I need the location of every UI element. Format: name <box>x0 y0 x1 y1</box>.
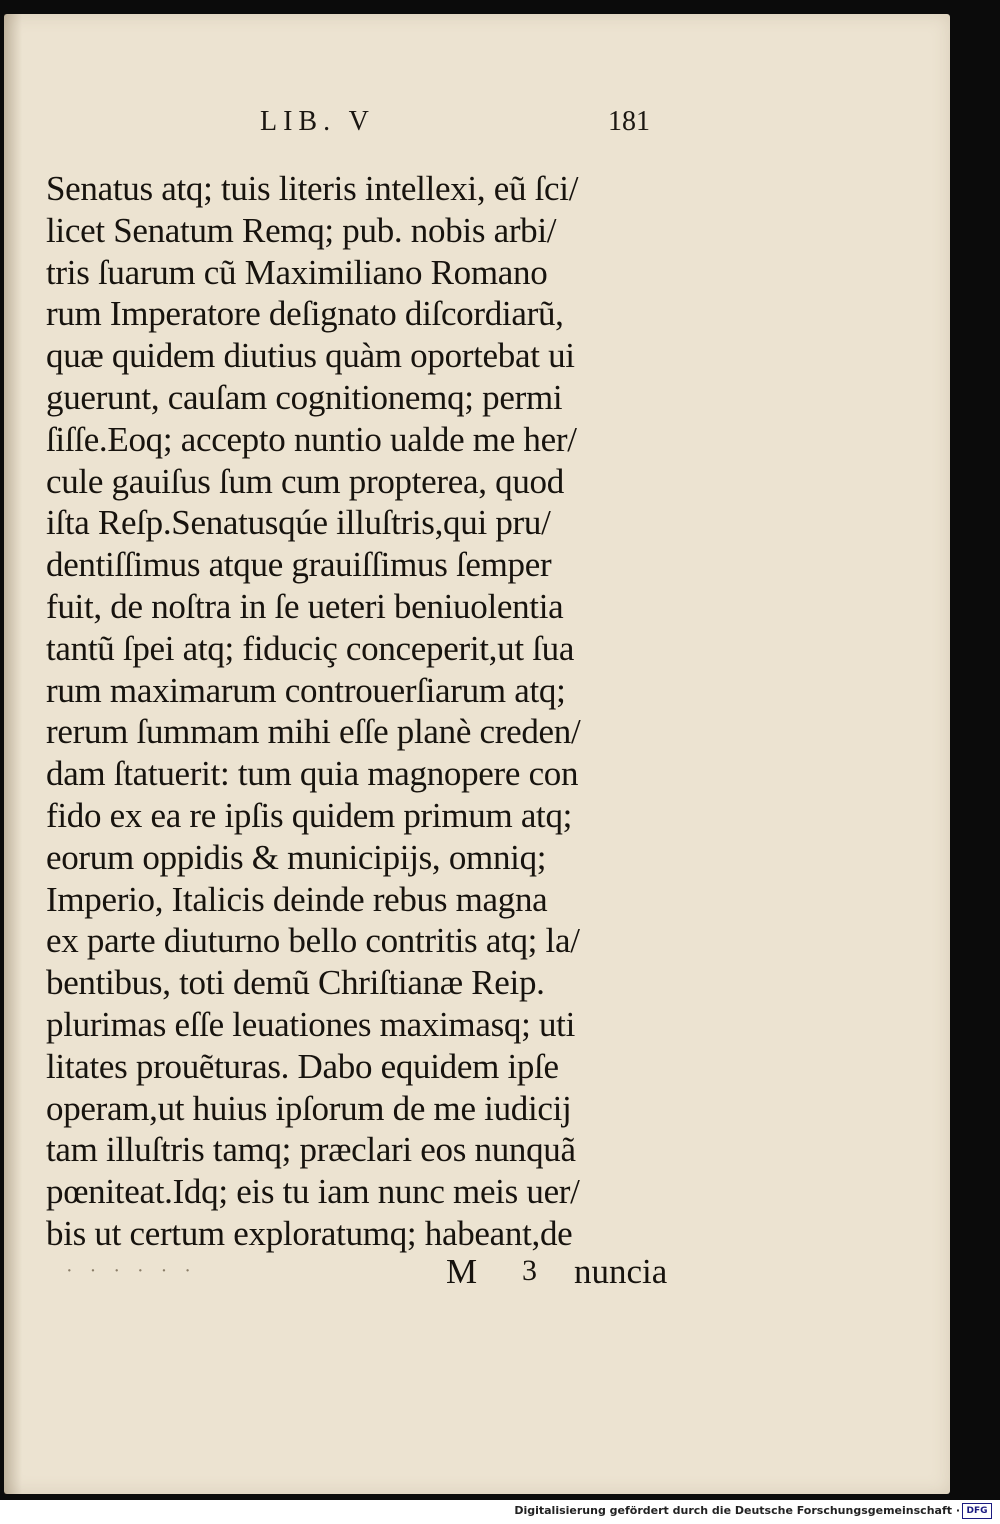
text-line: rerum ſummam mihi eſſe planè creden/ <box>46 712 581 752</box>
text-line: ſiſſe.Eoq; accepto nuntio ualde me her/ <box>46 419 577 459</box>
text-line: tris ſuarum cũ Maximiliano Romano <box>46 252 548 292</box>
text-line: litates prouẽturas. Dabo equidem ipſe <box>46 1046 559 1086</box>
text-line: bis ut certum exploratumq; habeant,de <box>46 1213 573 1253</box>
text-line: rum maximarum controuerſiarum atq; <box>46 670 566 710</box>
text-line: bentibus, toti demũ Chriſtianæ Reip. <box>46 963 545 1003</box>
text-line: operam,ut huius ipſorum de me iudicij <box>46 1088 572 1128</box>
text-line: licet Senatum Remq; pub. nobis arbi/ <box>46 210 557 250</box>
text-line: quæ quidem diutius quàm oportebat ui <box>46 336 575 376</box>
text-line: pœniteat.Idq; eis tu iam nunc meis uer/ <box>46 1172 580 1212</box>
text-line: eorum oppidis & municipijs, omniq; <box>46 837 547 877</box>
text-line: ex parte diuturno bello contritis atq; la/ <box>46 921 580 961</box>
footer-credit: Digitalisierung gefördert durch die Deutsche Forschungsgemeinschaft · <box>514 1504 960 1517</box>
text-line: dentiſſimus atque grauiſſimus ſemper <box>46 545 552 585</box>
running-head-book: LIB. V <box>260 106 375 137</box>
text-line: plurimas eſſe leuationes maximasq; uti <box>46 1004 576 1044</box>
text-line: tantũ ſpei atq; fiduciç conceperit,ut ſua <box>46 628 575 668</box>
dfg-logo: DFG <box>962 1503 992 1519</box>
catchword: nuncia <box>574 1252 668 1291</box>
text-line: Senatus atq; tuis literis intellexi, eũ ſci/ <box>46 169 579 208</box>
text-line: cule gauiſus ſum cum propterea, quod <box>46 461 564 501</box>
faded-marks: · · · · · · <box>66 1260 197 1282</box>
text-line: dam ſtatuerit: tum quia magnopere con <box>46 754 579 794</box>
book-page <box>4 14 950 1494</box>
text-line: rum Imperatore deſignato diſcordiarũ, <box>46 294 564 334</box>
text-line: tam illuſtris tamq; præclari eos nunquã <box>46 1130 576 1170</box>
text-line: Imperio, Italicis deinde rebus magna <box>46 879 548 919</box>
running-head <box>4 106 950 150</box>
page-number: 181 <box>608 106 650 137</box>
text-line: fido ex ea re ipſis quidem primum atq; <box>46 795 573 835</box>
text-line: iſta Reſp.Senatusqúe illuſtris,qui pru/ <box>46 503 551 543</box>
signature-mark: M <box>446 1252 478 1291</box>
body-text <box>46 168 686 1255</box>
text-line: guerunt, cauſam cognitionemq; permi <box>46 377 563 417</box>
text-line: fuit, de noſtra in ſe ueteri beniuolentia <box>46 586 564 626</box>
digitization-footer <box>0 1500 1000 1524</box>
signature-number: 3 <box>522 1254 537 1287</box>
catch-line <box>4 1252 950 1296</box>
